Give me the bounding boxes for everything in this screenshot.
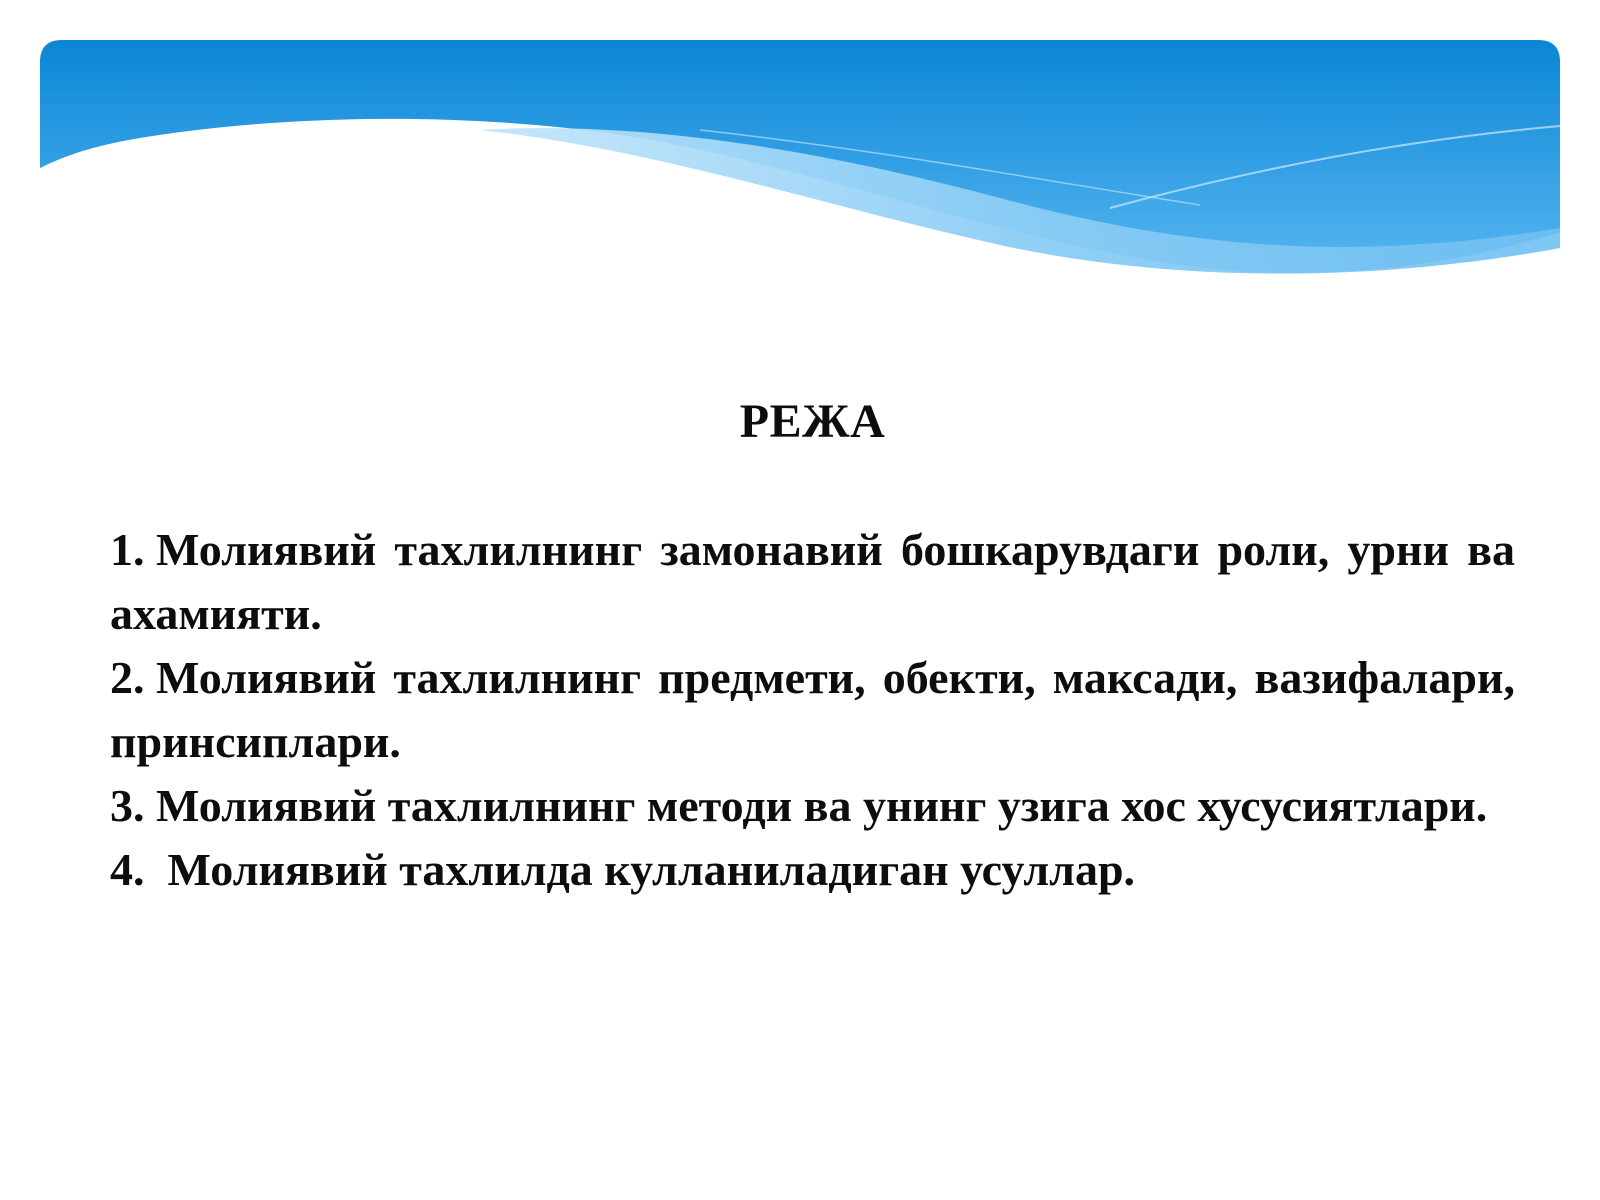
plan-item-number: 1. bbox=[110, 524, 145, 575]
plan-item-number: 2. bbox=[110, 652, 145, 703]
plan-content bbox=[110, 392, 1515, 902]
plan-item-text: Молиявий тахлилнинг методи ва унинг узига хос хусусиятлари. bbox=[156, 780, 1488, 831]
plan-item-text: Молиявий тахлилнинг предмети, обекти, максади, вазифалари, принсиплари. bbox=[110, 652, 1515, 767]
plan-item-number: 3. bbox=[110, 780, 145, 831]
plan-item-text: Молиявий тахлилнинг замонавий бошкарувдаги роли, урни ва ахамияти. bbox=[110, 524, 1515, 639]
plan-item-2 bbox=[110, 646, 1515, 774]
plan-item-number: 4. bbox=[110, 844, 145, 895]
header-wave-decoration bbox=[0, 0, 1600, 300]
plan-item-1 bbox=[110, 518, 1515, 646]
plan-list bbox=[110, 518, 1515, 902]
plan-item-3 bbox=[110, 774, 1515, 838]
slide-title: РЕЖА bbox=[739, 395, 886, 448]
plan-item-text: Молиявий тахлилда кулланиладиган усуллар. bbox=[156, 844, 1136, 895]
plan-item-4 bbox=[110, 838, 1515, 902]
